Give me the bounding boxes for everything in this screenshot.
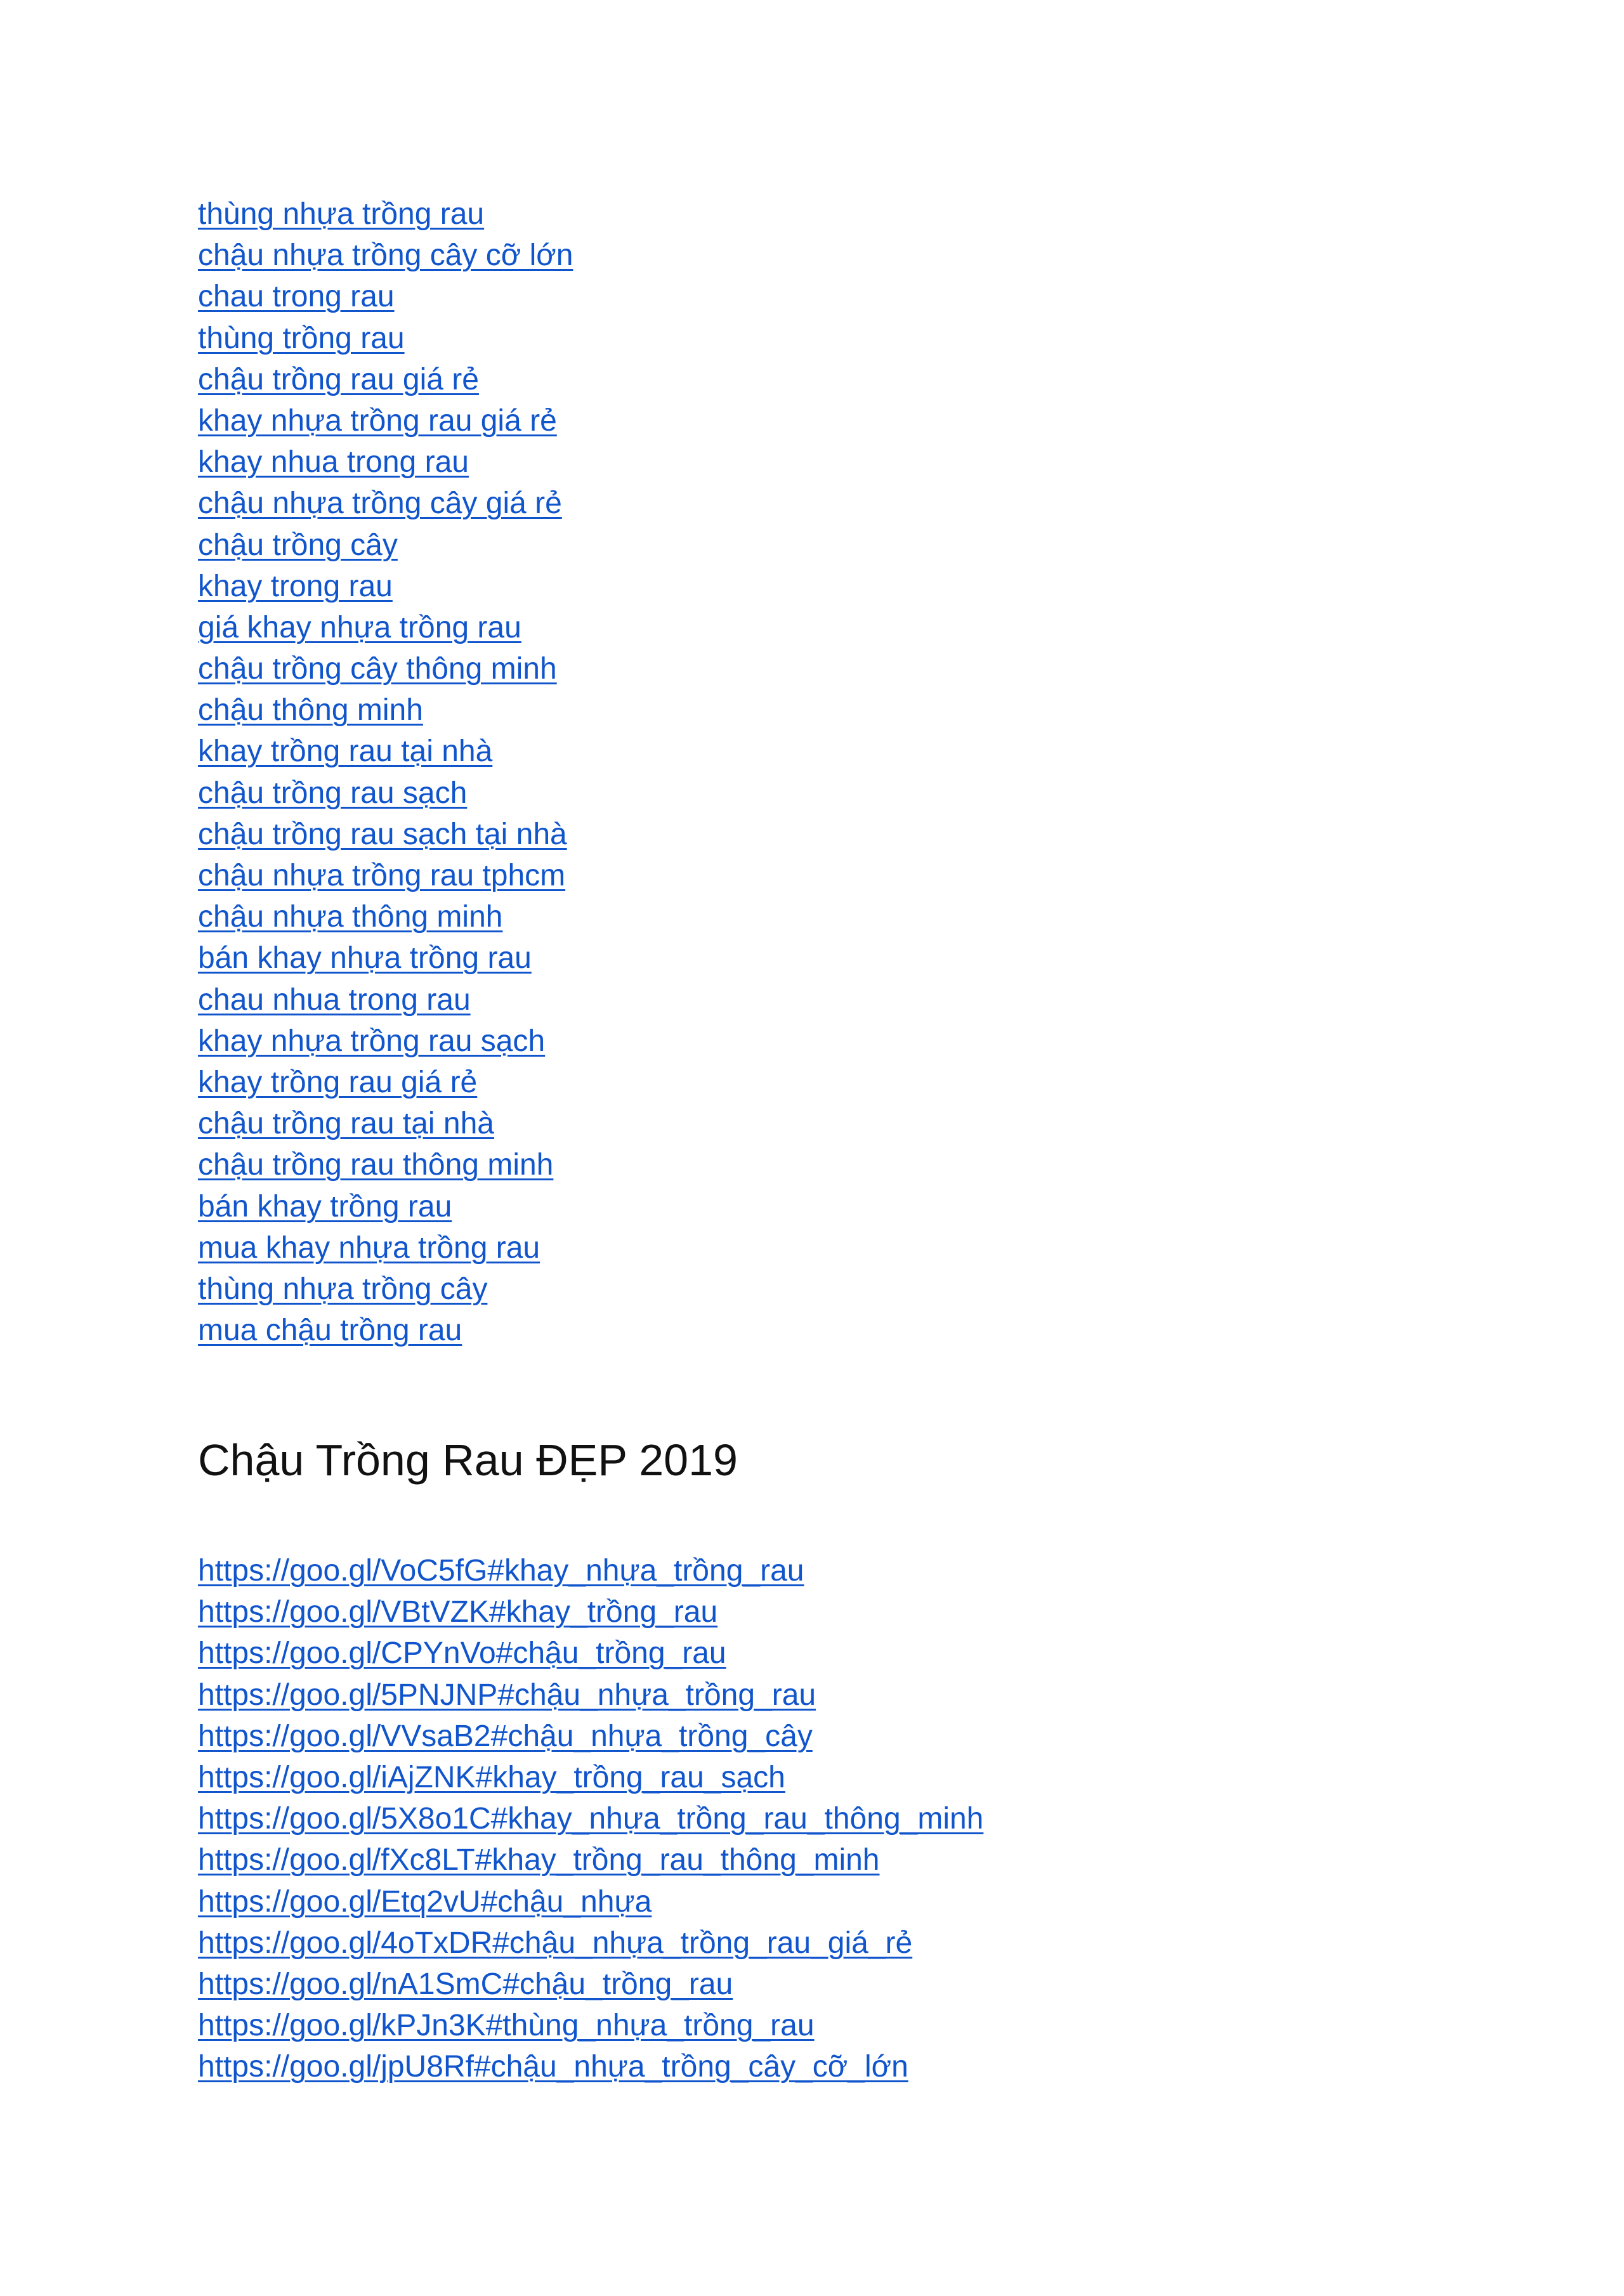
keyword-link[interactable]: mua chậu trồng rau	[198, 1314, 462, 1348]
list-item	[198, 1591, 983, 1633]
list-item	[198, 359, 573, 400]
list-item	[198, 2005, 983, 2046]
keyword-link[interactable]: chậu trồng rau sạch tại nhà	[198, 817, 567, 851]
keyword-link[interactable]: chậu trồng rau giá rẻ	[198, 362, 479, 396]
list-item	[198, 400, 573, 441]
list-item	[198, 1021, 573, 1062]
keyword-link[interactable]: khay trồng rau tại nhà	[198, 734, 493, 769]
list-item	[198, 607, 573, 648]
keyword-link[interactable]: khay trồng rau giá rẻ	[198, 1065, 478, 1099]
list-item	[198, 1144, 573, 1185]
list-item	[198, 1550, 983, 1591]
keyword-link[interactable]: chậu nhựa trồng cây cỡ lớn	[198, 238, 573, 273]
keyword-link[interactable]: mua khay nhựa trồng rau	[198, 1230, 540, 1265]
list-item	[198, 1062, 573, 1103]
list-item	[198, 1310, 573, 1351]
list-item	[198, 1881, 983, 1922]
list-item	[198, 1633, 983, 1674]
list-item	[198, 525, 573, 566]
list-item	[198, 979, 573, 1021]
url-link[interactable]: https://goo.gl/jpU8Rf#chậu_nhựa_trồng_cây_cỡ_lớn	[198, 2050, 908, 2084]
keyword-link[interactable]: khay nhựa trồng rau giá rẻ	[198, 403, 557, 438]
keyword-link[interactable]: bán khay trồng rau	[198, 1189, 452, 1223]
list-item	[198, 566, 573, 607]
url-link[interactable]: https://goo.gl/iAjZNK#khay_trồng_rau_sạch	[198, 1760, 785, 1794]
url-link[interactable]: https://goo.gl/5PNJNP#chậu_nhựa_trồng_rau	[198, 1678, 816, 1712]
list-item	[198, 937, 573, 979]
list-item	[198, 235, 573, 276]
list-item	[198, 1674, 983, 1716]
list-item	[198, 193, 573, 235]
keyword-link[interactable]: thùng nhựa trồng rau	[198, 197, 485, 231]
list-item	[198, 1798, 983, 1839]
keyword-link[interactable]: chậu nhựa thông minh	[198, 900, 503, 934]
keyword-link[interactable]: chậu thông minh	[198, 693, 423, 727]
keyword-link[interactable]: thùng nhựa trồng cây	[198, 1272, 488, 1306]
keyword-link[interactable]: chậu trồng rau tại nhà	[198, 1107, 494, 1141]
list-item	[198, 896, 573, 937]
list-item	[198, 1922, 983, 1964]
list-item	[198, 1186, 573, 1227]
url-link[interactable]: https://goo.gl/VBtVZK#khay_trồng_rau	[198, 1595, 718, 1629]
section-heading: Chậu Trồng Rau ĐẸP 2019	[198, 1435, 738, 1485]
url-link-list	[198, 1550, 983, 2087]
url-link[interactable]: https://goo.gl/CPYnVo#chậu_trồng_rau	[198, 1636, 726, 1671]
list-item	[198, 814, 573, 855]
list-item	[198, 855, 573, 896]
keyword-link[interactable]: khay nhua trong rau	[198, 445, 469, 479]
list-item	[198, 2046, 983, 2087]
keyword-link[interactable]: chau nhua trong rau	[198, 982, 471, 1017]
keyword-link[interactable]: thùng trồng rau	[198, 321, 405, 355]
keyword-link[interactable]: chau trong rau	[198, 280, 395, 314]
keyword-link[interactable]: bán khay nhựa trồng rau	[198, 941, 532, 975]
url-link[interactable]: https://goo.gl/fXc8LT#khay_trồng_rau_thông_minh	[198, 1843, 880, 1877]
keyword-link[interactable]: chậu trồng rau thông minh	[198, 1148, 554, 1182]
keyword-link[interactable]: chậu nhựa trồng cây giá rẻ	[198, 486, 562, 521]
keyword-link[interactable]: khay nhựa trồng rau sạch	[198, 1024, 546, 1058]
list-item	[198, 1269, 573, 1310]
url-link[interactable]: https://goo.gl/kPJn3K#thùng_nhựa_trồng_rau	[198, 2009, 815, 2043]
list-item	[198, 276, 573, 317]
keyword-link[interactable]: chậu trồng rau sạch	[198, 776, 468, 810]
url-link[interactable]: https://goo.gl/Etq2vU#chậu_nhựa	[198, 1884, 652, 1919]
list-item	[198, 441, 573, 483]
url-link[interactable]: https://goo.gl/VoC5fG#khay_nhựa_trồng_rau	[198, 1554, 804, 1588]
list-item	[198, 1839, 983, 1881]
keyword-link[interactable]: chậu nhựa trồng rau tphcm	[198, 859, 566, 892]
keyword-link[interactable]: giá khay nhựa trồng rau	[198, 610, 521, 644]
keyword-link[interactable]: khay trong rau	[198, 569, 393, 603]
list-item	[198, 1103, 573, 1144]
list-item	[198, 689, 573, 731]
list-item	[198, 731, 573, 772]
url-link[interactable]: https://goo.gl/nA1SmC#chậu_trồng_rau	[198, 1967, 733, 2001]
keyword-link[interactable]: chậu trồng cây thông minh	[198, 652, 557, 686]
url-link[interactable]: https://goo.gl/VVsaB2#chậu_nhựa_trồng_cây	[198, 1719, 813, 1753]
list-item	[198, 1227, 573, 1269]
keyword-link-list	[198, 193, 573, 1351]
list-item	[198, 318, 573, 359]
list-item	[198, 1716, 983, 1757]
list-item	[198, 483, 573, 524]
keyword-link[interactable]: chậu trồng cây	[198, 528, 398, 562]
list-item	[198, 1964, 983, 2005]
list-item	[198, 773, 573, 814]
list-item	[198, 1757, 983, 1798]
url-link[interactable]: https://goo.gl/4oTxDR#chậu_nhựa_trồng_rau_giá_rẻ	[198, 1926, 913, 1960]
url-link[interactable]: https://goo.gl/5X8o1C#khay_nhựa_trồng_rau_thông_minh	[198, 1802, 984, 1836]
list-item	[198, 648, 573, 689]
